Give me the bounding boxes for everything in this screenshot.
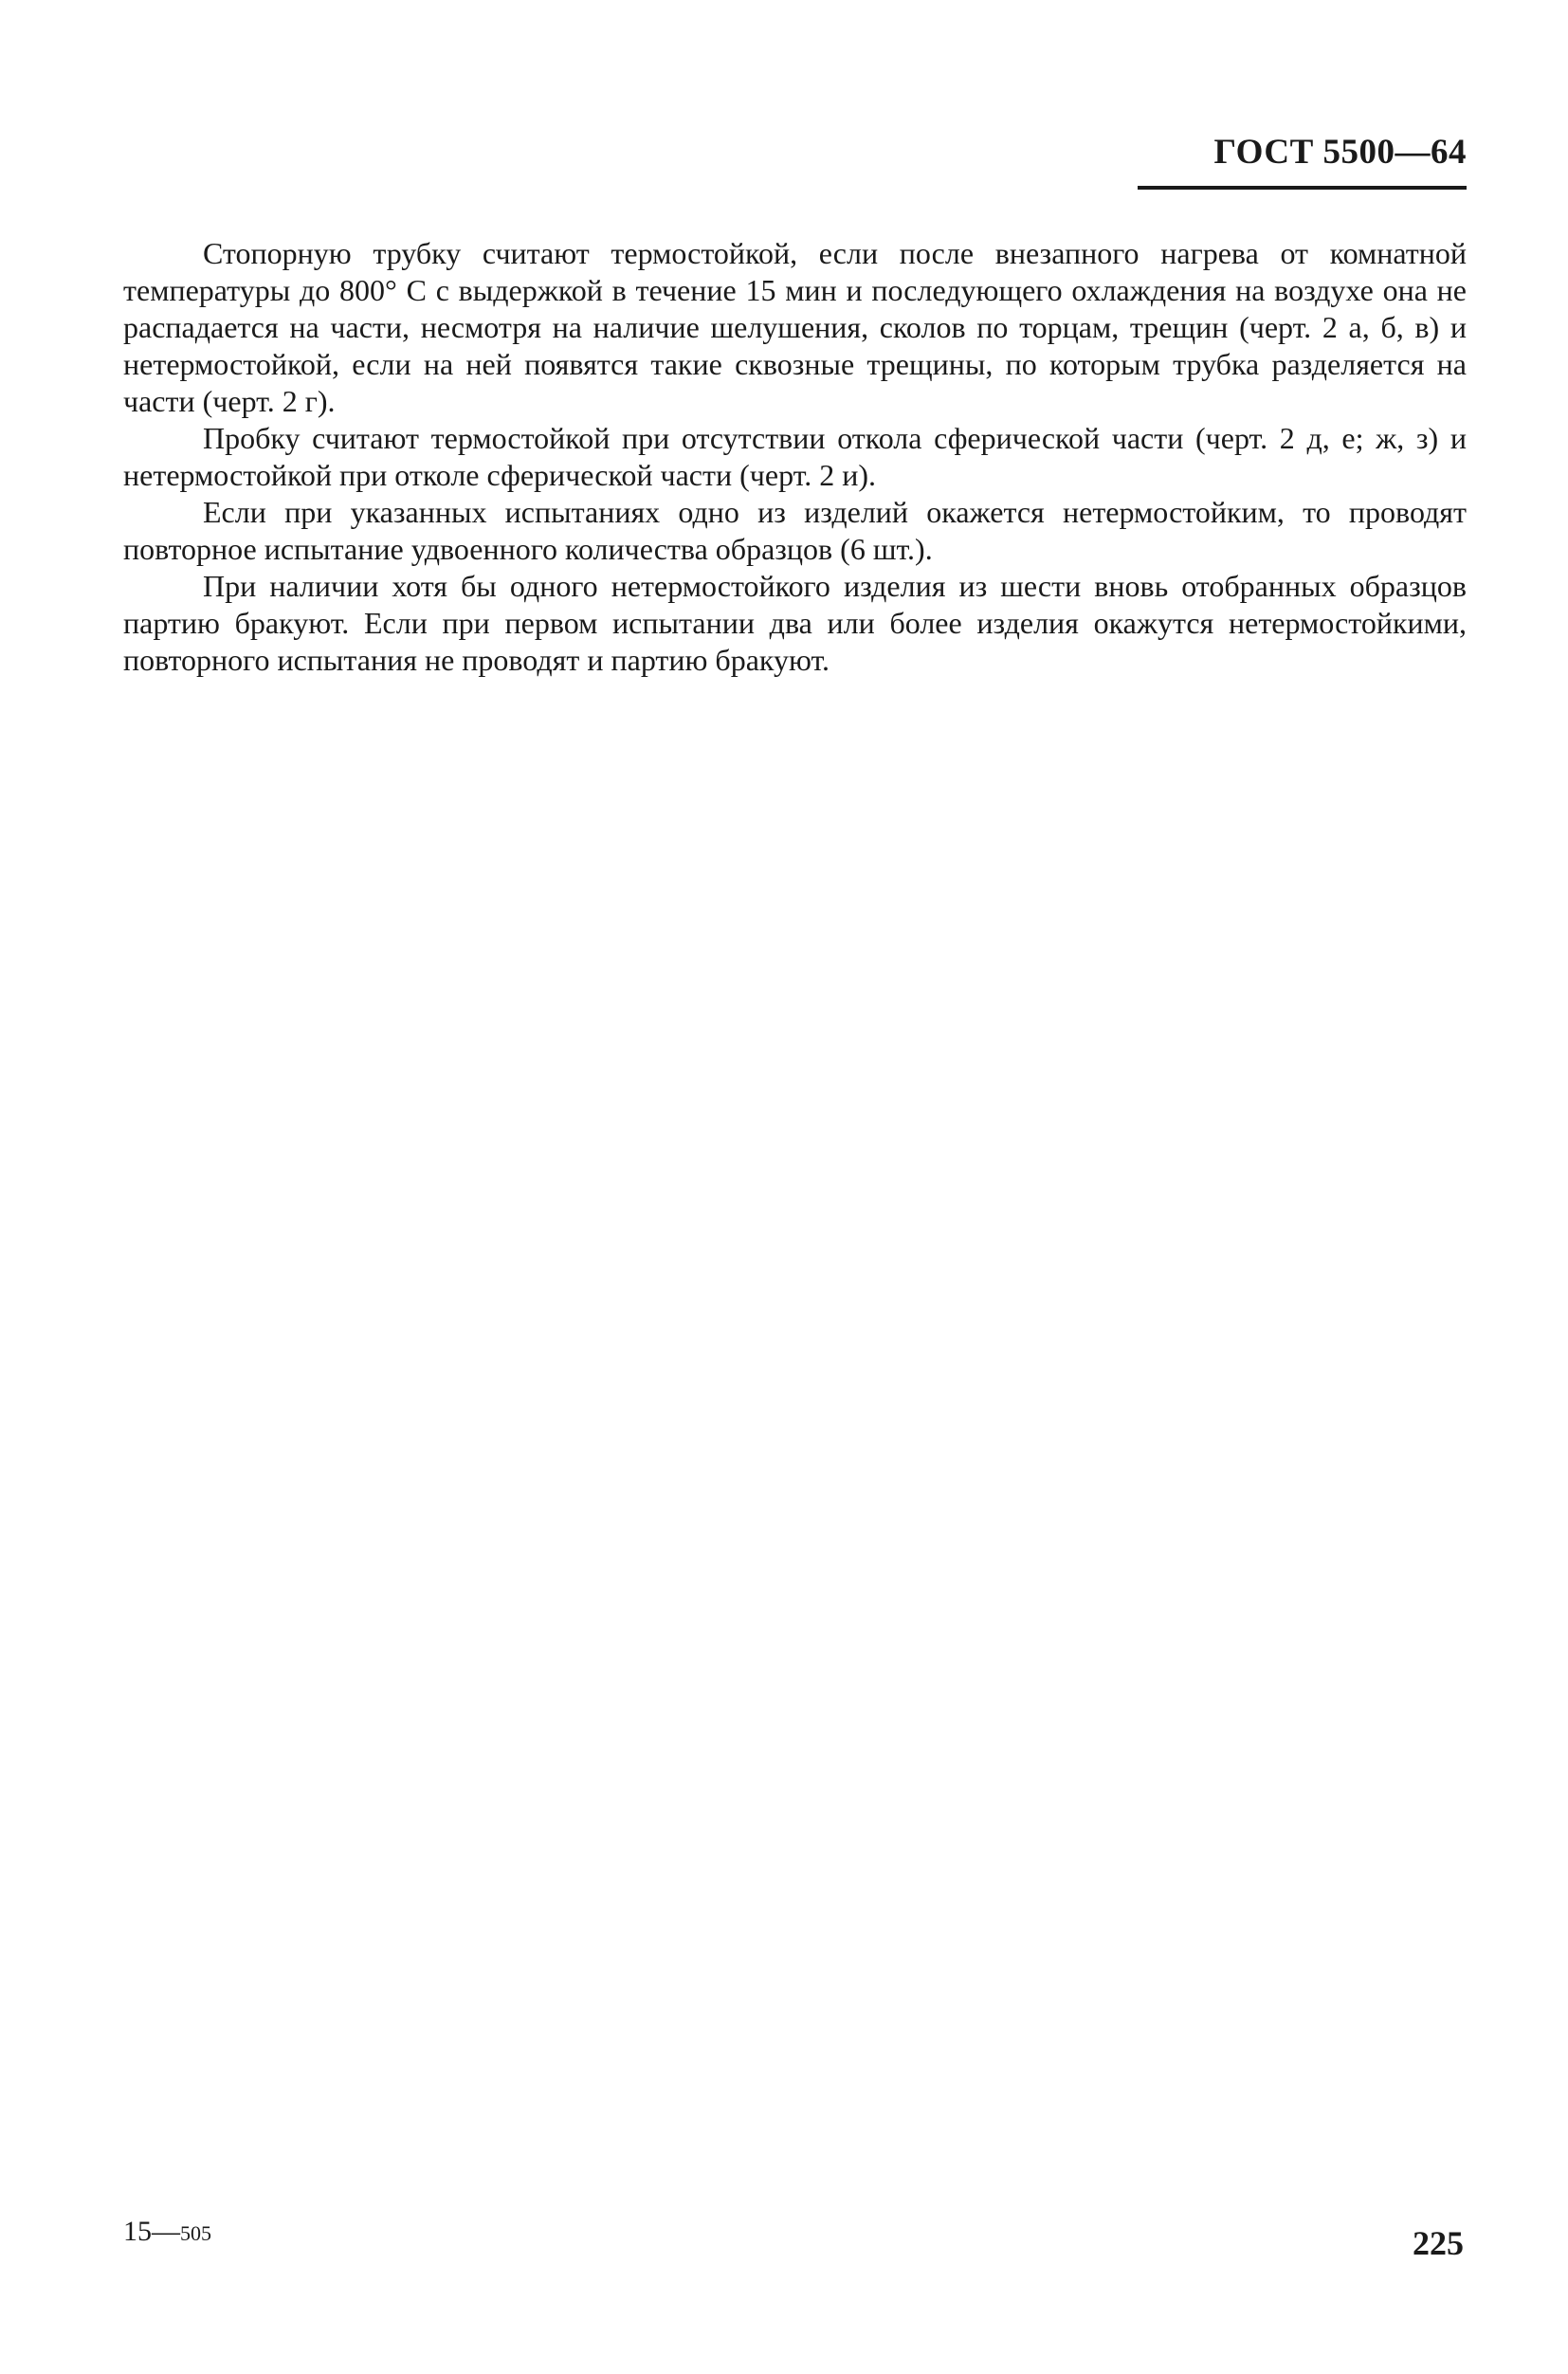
paragraph-batch-rejection: При наличии хотя бы одного нетермостойкого изделия из шести вновь отобранных образцов партию бракуют. Если при первом испытании два или более изделия окажутся нетермостойкими, повторного испытания не проводят и партию бракуют. (123, 569, 1467, 677)
body-text (123, 235, 1467, 679)
print-mark (123, 2215, 211, 2251)
paragraph-repeat-test: Если при указанных испытаниях одно из изделий окажется нетермостойким, то проводят повторное испытание удвоенного количества образцов (6 шт.). (123, 495, 1467, 566)
document-code: ГОСТ 5500—64 (1213, 133, 1467, 172)
paragraph-plug-thermal-resistance: Пробку считают термостойкой при отсутствии откола сферической части (черт. 2 д, е; ж, з) и нетермостойкой при отколе сферической части (черт. 2 и). (123, 421, 1467, 492)
paragraph-tube-thermal-resistance: Стопорную трубку считают термостойкой, если после внезапного нагрева от комнатной температуры до 800° С с выдержкой в течение 15 мин и последующего охлаждения на воздухе она не распадается на части, несмотря на наличие шелушения, сколов по торцам, трещин (черт. 2 а, б, в) и нетермостойкой, если на ней появятся такие сквозные трещины, по которым трубка разделяется на части (черт. 2 г). (123, 236, 1467, 418)
page-number: 225 (1413, 2224, 1464, 2262)
header-rule (1138, 186, 1467, 190)
print-mark-major: 15— (123, 2216, 180, 2247)
print-mark-minor: 505 (180, 2221, 211, 2245)
page-header (1138, 131, 1467, 190)
